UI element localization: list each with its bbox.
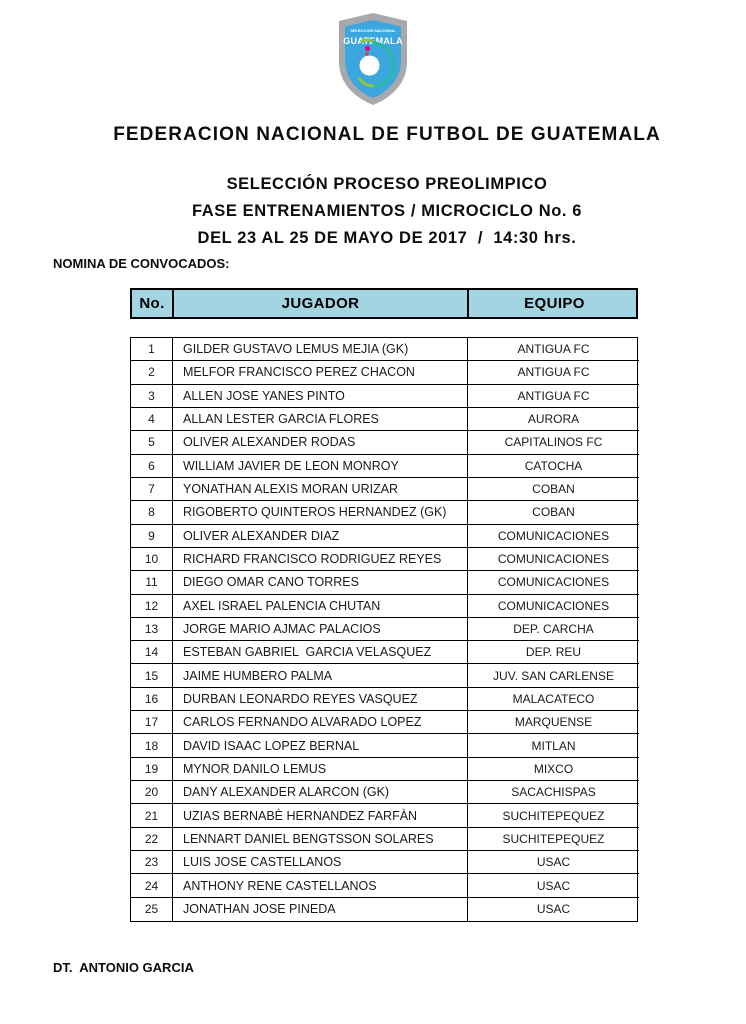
player-team: USAC xyxy=(536,902,571,917)
player-number: 25 xyxy=(131,898,173,921)
player-team: ANTIGUA FC xyxy=(517,342,590,357)
player-name: JORGE MARIO AJMAC PALACIOS xyxy=(173,618,468,640)
column-header-equipo: EQUIPO xyxy=(524,295,585,312)
player-name: RICHARD FRANCISCO RODRIGUEZ REYES xyxy=(173,548,468,570)
player-name: WILLIAM JAVIER DE LEON MONROY xyxy=(173,455,468,477)
player-name: LUIS JOSE CASTELLANOS xyxy=(173,851,468,873)
column-header-jugador: JUGADOR xyxy=(174,290,469,317)
player-number: 1 xyxy=(131,338,173,360)
player-team: ANTIGUA FC xyxy=(517,388,590,403)
table-row xyxy=(131,408,639,431)
player-number: 5 xyxy=(131,431,173,453)
player-name: MELFOR FRANCISCO PEREZ CHACON xyxy=(173,361,468,383)
player-name: JONATHAN JOSE PINEDA xyxy=(173,898,468,921)
table-row xyxy=(131,804,639,827)
player-number: 19 xyxy=(131,758,173,780)
table-row xyxy=(131,688,639,711)
player-number: 2 xyxy=(131,361,173,383)
player-number: 12 xyxy=(131,595,173,617)
player-name: ALLEN JOSE YANES PINTO xyxy=(173,385,468,407)
player-name: AXEL ISRAEL PALENCIA CHUTAN xyxy=(173,595,468,617)
table-row xyxy=(131,828,639,851)
player-number: 20 xyxy=(131,781,173,803)
player-number: 15 xyxy=(131,664,173,686)
player-team: DEP. CARCHA xyxy=(513,621,594,636)
table-row xyxy=(131,618,639,641)
player-number: 14 xyxy=(131,641,173,663)
player-team: MIXCO xyxy=(533,761,574,776)
table-row xyxy=(131,898,639,921)
table-row xyxy=(131,664,639,687)
table-row xyxy=(131,385,639,408)
player-number: 10 xyxy=(131,548,173,570)
player-number: 13 xyxy=(131,618,173,640)
subtitle-line-1: SELECCIÓN PROCESO PREOLIMPICO xyxy=(226,175,548,193)
player-name: CARLOS FERNANDO ALVARADO LOPEZ xyxy=(173,711,468,733)
table-row xyxy=(131,361,639,384)
column-header-no: No. xyxy=(132,290,174,317)
player-team: COMUNICACIONES xyxy=(497,575,610,590)
table-row xyxy=(131,781,639,804)
table-row xyxy=(131,641,639,664)
table-row xyxy=(131,571,639,594)
player-number: 16 xyxy=(131,688,173,710)
player-name: YONATHAN ALEXIS MORAN URIZAR xyxy=(173,478,468,500)
coach-name: DT. ANTONIO GARCIA xyxy=(53,960,194,975)
player-team: CAPITALINOS FC xyxy=(504,435,603,450)
player-number: 23 xyxy=(131,851,173,873)
player-name: ALLAN LESTER GARCIA FLORES xyxy=(173,408,468,430)
player-number: 4 xyxy=(131,408,173,430)
table-row xyxy=(131,758,639,781)
quetzal-head-dot xyxy=(365,46,370,51)
player-team: ANTIGUA FC xyxy=(517,365,590,380)
player-team: COMUNICACIONES xyxy=(497,598,610,613)
federation-logo xyxy=(337,12,409,106)
players-table xyxy=(130,337,638,922)
table-row xyxy=(131,711,639,734)
table-row xyxy=(131,431,639,454)
player-number: 8 xyxy=(131,501,173,523)
subtitle-block xyxy=(28,171,746,252)
player-name: JAIME HUMBERO PALMA xyxy=(173,664,468,686)
table-row xyxy=(131,501,639,524)
subtitle-line-3: DEL 23 AL 25 DE MAYO DE 2017 / 14:30 hrs. xyxy=(197,229,577,247)
table-row xyxy=(131,595,639,618)
player-name: DAVID ISAAC LOPEZ BERNAL xyxy=(173,734,468,756)
player-name: UZIAS BERNABÈ HERNANDEZ FARFÀN xyxy=(173,804,468,826)
player-team: MARQUENSE xyxy=(514,715,593,730)
player-number: 3 xyxy=(131,385,173,407)
table-row xyxy=(131,548,639,571)
logo-country-text: GUATEMALA xyxy=(343,36,403,46)
player-name: LENNART DANIEL BENGTSSON SOLARES xyxy=(173,828,468,850)
table-row xyxy=(131,874,639,897)
player-name: OLIVER ALEXANDER DIAZ xyxy=(173,525,468,547)
player-team: MITLAN xyxy=(531,738,576,753)
table-row xyxy=(131,338,639,361)
player-team: COBAN xyxy=(532,505,575,520)
quetzal-eye-dot xyxy=(365,52,369,56)
roster-label: NOMINA DE CONVOCADOS: xyxy=(53,256,230,271)
player-number: 11 xyxy=(131,571,173,593)
player-number: 6 xyxy=(131,455,173,477)
table-row xyxy=(131,478,639,501)
player-number: 17 xyxy=(131,711,173,733)
player-name: ESTEBAN GABRIEL GARCIA VELASQUEZ xyxy=(173,641,468,663)
player-number: 22 xyxy=(131,828,173,850)
player-team: JUV. SAN CARLENSE xyxy=(493,668,614,683)
player-name: MYNOR DANILO LEMUS xyxy=(173,758,468,780)
player-name: OLIVER ALEXANDER RODAS xyxy=(173,431,468,453)
player-team: SUCHITEPEQUEZ xyxy=(502,831,605,846)
logo-ball xyxy=(360,56,380,76)
player-team: COMUNICACIONES xyxy=(497,528,610,543)
player-name: GILDER GUSTAVO LEMUS MEJIA (GK) xyxy=(173,338,468,360)
player-team: MALACATECO xyxy=(512,691,595,706)
player-number: 9 xyxy=(131,525,173,547)
player-number: 24 xyxy=(131,874,173,896)
player-team: COMUNICACIONES xyxy=(497,552,610,567)
player-team: AURORA xyxy=(527,412,580,427)
page-title: FEDERACION NACIONAL DE FUTBOL DE GUATEMALA xyxy=(113,124,661,145)
player-team: COBAN xyxy=(532,482,575,497)
player-team: SACACHISPAS xyxy=(511,785,596,800)
logo-banner-text: SELECCION NACIONAL xyxy=(350,28,396,33)
table-row xyxy=(131,851,639,874)
subtitle-line-2: FASE ENTRENAMIENTOS / MICROCICLO No. 6 xyxy=(191,202,583,220)
player-name: DANY ALEXANDER ALARCON (GK) xyxy=(173,781,468,803)
player-number: 7 xyxy=(131,478,173,500)
player-team: SUCHITEPEQUEZ xyxy=(502,808,605,823)
player-team: DEP. REU xyxy=(525,645,582,660)
player-team: USAC xyxy=(536,855,571,870)
table-row xyxy=(131,734,639,757)
player-team: USAC xyxy=(536,878,571,893)
table-row xyxy=(131,455,639,478)
player-number: 21 xyxy=(131,804,173,826)
table-header-row xyxy=(130,288,638,319)
player-name: RIGOBERTO QUINTEROS HERNANDEZ (GK) xyxy=(173,501,468,523)
player-name: DURBAN LEONARDO REYES VASQUEZ xyxy=(173,688,468,710)
player-team: CATOCHA xyxy=(524,458,583,473)
player-name: ANTHONY RENE CASTELLANOS xyxy=(173,874,468,896)
player-name: DIEGO OMAR CANO TORRES xyxy=(173,571,468,593)
player-number: 18 xyxy=(131,734,173,756)
table-row xyxy=(131,525,639,548)
